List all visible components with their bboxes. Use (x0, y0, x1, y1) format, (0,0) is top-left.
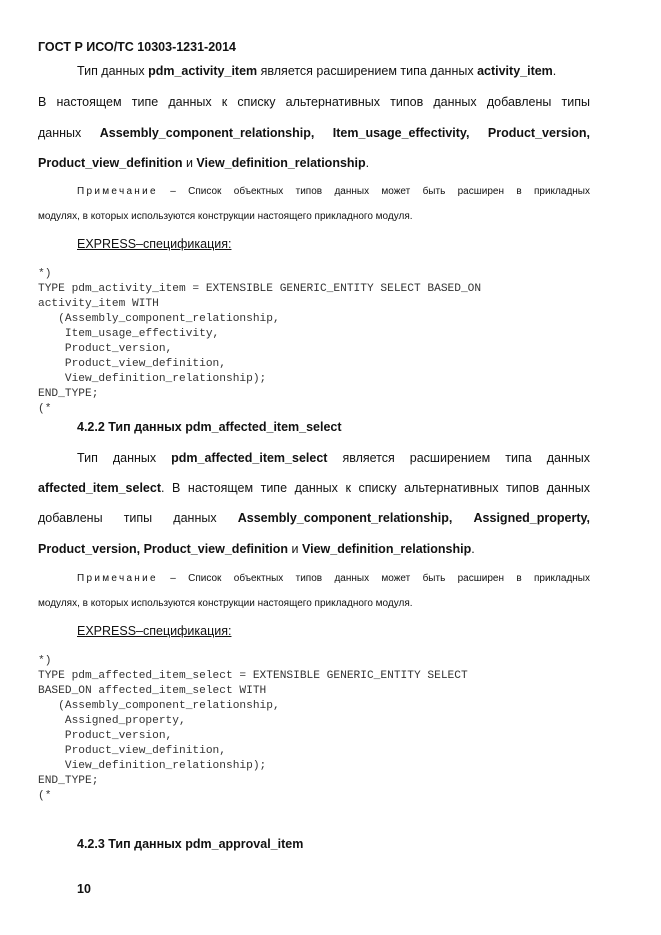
page-header: ГОСТ Р ИСО/ТС 10303-1231-2014 (38, 40, 237, 54)
section-heading-4-2-2: 4.2.2 Тип данных pdm_affected_item_select (77, 420, 342, 434)
paragraph-2-line-2: affected_item_select. В настоящем типе данных к списку альтернативных типов данных (38, 481, 590, 495)
paragraph-1-line-3: данных Assembly_component_relationship, Item_usage_effectivity, Product_version, (38, 126, 590, 140)
express-label-2: EXPRESS–спецификация: (77, 624, 232, 638)
section-heading-4-2-3: 4.2.3 Тип данных pdm_approval_item (77, 837, 304, 851)
code-block-2: *) TYPE pdm_affected_item_select = EXTENSIBLE GENERIC_ENTITY SELECT BASED_ON affected_item_select WITH (Assembly_component_relationship, Assigned_property, Product_version, Product_view_definition, View_definition_relationship); END_TYPE; (* (38, 655, 468, 802)
note-2-line-2: модулях, в которых используются конструкции настоящего прикладного модуля. (38, 598, 413, 609)
note-1-line-2: модулях, в которых используются конструкции настоящего прикладного модуля. (38, 211, 413, 222)
paragraph-2-line-1: Тип данных pdm_affected_item_select является расширением типа данных (77, 451, 590, 465)
page-number: 10 (77, 882, 91, 896)
note-2-line-1: Примечание – Список объектных типов данных может быть расширен в прикладных (77, 573, 590, 584)
paragraph-1-line-1: Тип данных pdm_activity_item является расширением типа данных activity_item. (77, 64, 557, 78)
code-block-1: *) TYPE pdm_activity_item = EXTENSIBLE GENERIC_ENTITY SELECT BASED_ON activity_item WITH (Assembly_component_relationship, Item_usage_effectivity, Product_version, Product_view_definition, View_definition_relationship); END_TYPE; (* (38, 268, 482, 415)
note-1-line-1: Примечание – Список объектных типов данных может быть расширен в прикладных (77, 186, 590, 197)
paragraph-1-line-2: В настоящем типе данных к списку альтернативных типов данных добавлены типы (38, 95, 590, 109)
paragraph-2-line-3: добавлены типы данных Assembly_component_relationship, Assigned_property, (38, 511, 590, 525)
express-label-1: EXPRESS–спецификация: (77, 237, 232, 251)
paragraph-2-line-4: Product_version, Product_view_definition и View_definition_relationship. (38, 542, 475, 556)
paragraph-1-line-4: Product_view_definition и View_definition_relationship. (38, 156, 370, 170)
